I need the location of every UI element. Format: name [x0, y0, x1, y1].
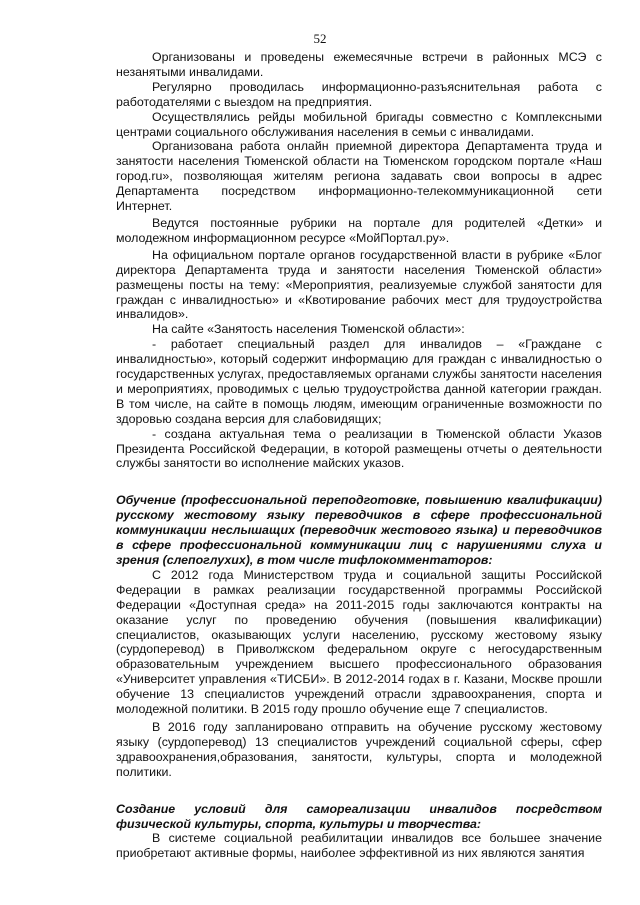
paragraph: В 2016 году запланировано отправить на обучение русскому жестовому языку (сурдоперевод) 13 специалистов учреждений социальной сферы, сфер здравоохранения,образования, занятости, культуры, спорта и молодежной политики.: [116, 719, 602, 779]
list-item: - работает специальный раздел для инвалидов – «Граждане с инвалидностью», который содержит информацию для граждан с инвалидностью о государственных услугах, предоставляемых органами службы занятости населения и мероприятиях, проводимых с целью трудоустройства данной категории граждан. В том числе, на сайте в помощь людям, имеющим ограниченные возможности по здоровью создана версия для слабовидящих;: [116, 337, 602, 426]
paragraph: С 2012 года Министерством труда и социальной защиты Российской Федерации в рамках реализации государственной программы Российской Федерации «Доступная среда» на 2011-2015 годы заключаются контракты на оказание услуг по проведению обучения (повышения квалификации) специалистов, оказывающих услуги населению, русскому жестовому языку (сурдоперевод) в Приволжском федеральном округе с негосударственным образовательным учреждением высшего профессионального образования «Университет управления «ТИСБИ». В 2012-2014 годах в г. Казани, Москве прошли обучение 13 специалистов учреждений отрасли здравоохранения, спорта и молодежной политики. В 2015 году прошло обучение еще 7 специалистов.: [116, 567, 602, 717]
paragraph: Организована работа онлайн приемной директора Департамента труда и занятости населения Тюменской области на Тюменском городском портале «Наш город.ru», позволяющая жителям региона задавать свои вопросы в адрес Департамента посредством информационно-телекоммуникационной сети Интернет.: [116, 139, 602, 214]
paragraph: Ведутся постоянные рубрики на портале для родителей «Детки» и молодежном информационном ресурсе «МойПортал.ру».: [116, 215, 602, 245]
paragraph: На официальном портале органов государственной власти в рубрике «Блог директора Департамента труда и занятости населения Тюменской области» размещены посты на тему: «Мероприятия, реализуемые службой занятости для граждан с инвалидностью» и «Квотирование рабочих мест для трудоустройства инвалидов».: [116, 247, 602, 322]
page-number: 52: [313, 31, 327, 46]
list-item: - создана актуальная тема о реализации в Тюменской области Указов Президента Российской Федерации, в которой размещены отчеты о деятельности службы занятости во исполнение майских указов.: [116, 426, 602, 471]
paragraph: На сайте «Занятость населения Тюменской области»:: [152, 322, 465, 337]
document-body: [116, 50, 602, 861]
section-heading: Создание условий для самореализации инвалидов посредством физической культуры, спорта, культуры и творчества:: [116, 801, 602, 831]
paragraph: Организованы и проведены ежемесячные встречи в районных МСЭ с незанятыми инвалидами.: [116, 50, 602, 79]
paragraph: Регулярно проводилась информационно-разъяснительная работа с работодателями с выездом на предприятия.: [116, 79, 602, 109]
section-heading: Обучение (профессиональной переподготовке, повышению квалификации) русскому жестовому языку переводчиков в сфере профессиональной коммуникации неслышащих (переводчик жестового языка) и переводчиков в сфере профессиональной коммуникации лиц с нарушениями слуха и зрения (слепоглухих), в том числе тифлокомментаторов:: [116, 493, 602, 567]
paragraph: Осуществлялись рейды мобильной бригады совместно с Комплексными центрами социального обслуживания населения в семьи с инвалидами.: [116, 109, 602, 139]
paragraph: В системе социальной реабилитации инвалидов все большее значение приобретают активные формы, наиболее эффективной из них являются занятия: [116, 831, 602, 861]
